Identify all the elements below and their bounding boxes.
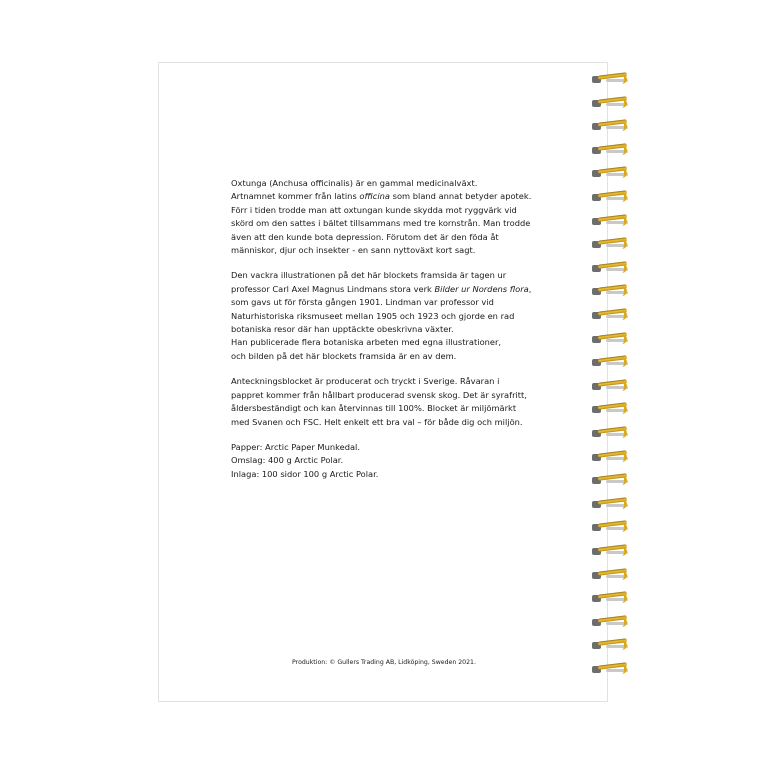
spiral-ring <box>592 308 632 322</box>
spiral-ring <box>592 520 632 534</box>
spiral-ring <box>592 96 632 110</box>
text-line: Omslag: 400 g Arctic Polar. <box>231 455 344 466</box>
text-line: Papper: Arctic Paper Munkedal. <box>231 441 360 452</box>
text-line: Inlaga: 100 sidor 100 g Arctic Polar. <box>231 468 379 479</box>
spiral-ring <box>592 119 632 133</box>
spiral-ring <box>592 190 632 204</box>
paragraph-paper-specs <box>231 441 571 481</box>
text-line: åldersbeständigt och kan återvinnas till 100%. Blocket är miljömärkt <box>231 403 517 414</box>
spiral-ring <box>592 332 632 346</box>
spiral-ring <box>592 662 632 676</box>
text-line: Oxtunga (Anchusa officinalis) är en gammal medicinalväxt. <box>231 178 478 188</box>
text-line: Artnamnet kommer från latins officina som bland annat betyder apotek. <box>231 191 532 202</box>
spiral-ring <box>592 72 632 86</box>
text-line: professor Carl Axel Magnus Lindmans stora verk Bilder ur Nordens flora, <box>231 283 532 294</box>
text-line: Förr i tiden trodde man att oxtungan kunde skydda mot ryggvärk vid <box>231 204 517 215</box>
text-line: människor, djur och insekter - en sann nyttoväxt kort sagt. <box>231 245 476 256</box>
text-line: Anteckningsblocket är producerat och tryckt i Sverige. Råvaran i <box>231 376 500 387</box>
spiral-binding <box>592 72 632 692</box>
text-line: även att den kunde bota depression. Förutom det är den föda åt <box>231 231 499 242</box>
spiral-ring <box>592 166 632 180</box>
paragraph-production <box>231 375 571 429</box>
spiral-ring <box>592 355 632 369</box>
text-line: Naturhistoriska riksmuseet mellan 1905 och 1923 och gjorde en rad <box>231 310 515 321</box>
paragraph-intro <box>231 177 571 257</box>
notebook-back-cover <box>158 62 608 702</box>
spiral-ring <box>592 426 632 440</box>
text-line: med Svanen och FSC. Helt enkelt ett bra val – för både dig och miljön. <box>231 416 523 427</box>
spiral-ring <box>592 473 632 487</box>
spiral-ring <box>592 402 632 416</box>
spiral-ring <box>592 497 632 511</box>
text-line: skörd om den sattes i bältet tillsammans med tre kornstrån. Man trodde <box>231 218 531 229</box>
spiral-ring <box>592 615 632 629</box>
spiral-ring <box>592 544 632 558</box>
text-line: och bilden på det här blockets framsida är en av dem. <box>231 350 457 361</box>
spiral-ring <box>592 214 632 228</box>
production-credit: Produktion: © Gullers Trading AB, Lidköping, Sweden 2021. <box>292 659 476 666</box>
text-line: som gavs ut för första gången 1901. Lindman var professor vid <box>231 297 494 308</box>
spiral-ring <box>592 143 632 157</box>
text-line: Den vackra illustrationen på det här blockets framsida är tagen ur <box>231 270 507 281</box>
paragraph-illustration <box>231 269 571 363</box>
spiral-ring <box>592 568 632 582</box>
text-line: botaniska resor där han upptäckte obeskrivna växter. <box>231 324 454 335</box>
spiral-ring <box>592 237 632 251</box>
text-line: Han publicerade flera botaniska arbeten med egna illustrationer, <box>231 337 502 348</box>
spiral-ring <box>592 261 632 275</box>
spiral-ring <box>592 379 632 393</box>
text-line: pappret kommer från hållbart producerad svensk skog. Det är syrafritt, <box>231 389 527 400</box>
spiral-ring <box>592 450 632 464</box>
spiral-ring <box>592 591 632 605</box>
cover-text <box>231 177 571 493</box>
spiral-ring <box>592 284 632 298</box>
spiral-ring <box>592 638 632 652</box>
